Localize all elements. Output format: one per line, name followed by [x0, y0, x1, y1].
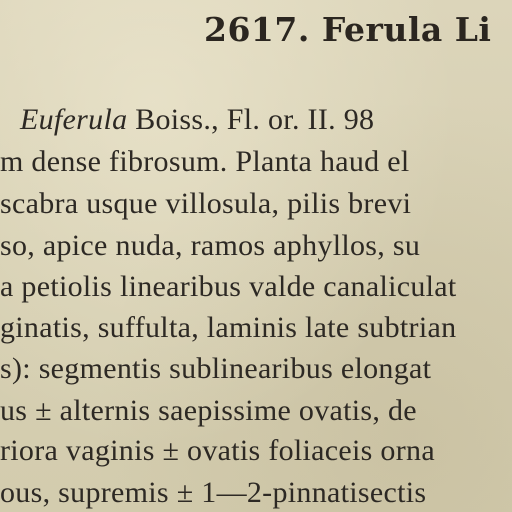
- species-heading: 2617. Ferula Li: [204, 10, 492, 49]
- text-line-4: so, apice nuda, ramos aphyllos, su: [0, 229, 421, 262]
- text-line-1: [20, 103, 374, 137]
- section-name-italic: Euferula: [20, 103, 128, 136]
- text-line-5: a petiolis linearibus valde canaliculat: [0, 270, 457, 303]
- text-line-6: ginatis, suffulta, laminis late subtrian: [0, 311, 457, 344]
- text-line-3: scabra usque villosula, pilis brevi: [0, 187, 412, 220]
- text-line-1-rest: Boiss., Fl. or. II. 98: [127, 103, 375, 136]
- text-line-7: s): segmentis sublinearibus elongat: [0, 352, 432, 385]
- text-line-9: riora vaginis ± ovatis foliaceis orna: [0, 434, 435, 467]
- text-line-8: us ± alternis saepissime ovatis, de: [0, 394, 417, 427]
- text-line-2: m dense fibrosum. Planta haud el: [0, 145, 410, 178]
- text-line-10: ous, supremis ± 1—2-pinnatisectis: [0, 476, 427, 509]
